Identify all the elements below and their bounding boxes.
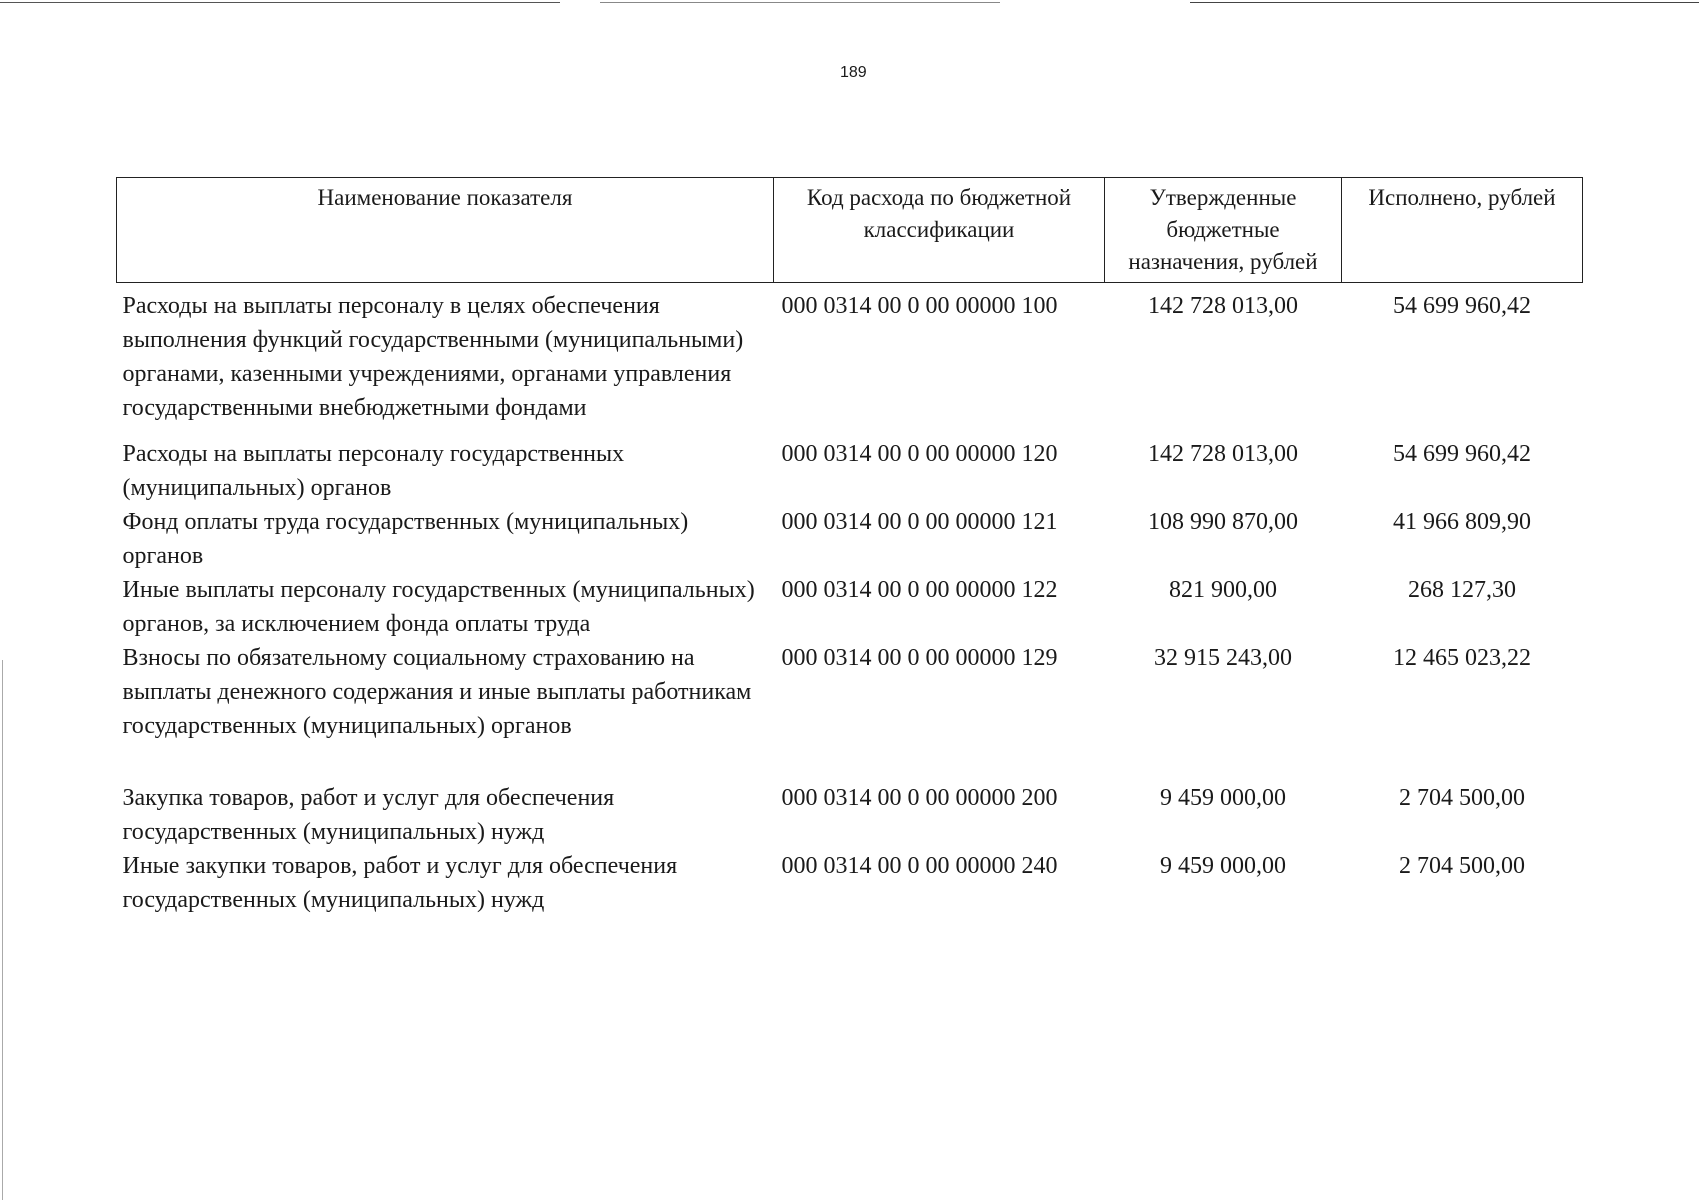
row-budget-code: 000 0314 00 0 00 00000 240 xyxy=(781,853,1058,879)
row-indicator-name: Расходы на выплаты персоналу в целях обеспечения выполнения функций государственными (муниципальными) органами, казенными учреждениями, органами управления государственными внебюджетными фондами xyxy=(122,293,744,421)
row-executed-amount: 12 465 023,22 xyxy=(1393,645,1531,671)
table-row xyxy=(117,641,1583,781)
row-executed-amount: 41 966 809,90 xyxy=(1393,509,1531,535)
header-row xyxy=(117,178,1583,283)
header-indicator-name: Наименование показателя xyxy=(117,178,774,283)
header-approved-amount: Утвержденные бюджетные назначения, рублей xyxy=(1105,178,1342,283)
table-row xyxy=(117,781,1583,849)
row-indicator-name: Расходы на выплаты персоналу государственных (муниципальных) органов xyxy=(122,441,625,501)
header-budget-code: Код расхода по бюджетной классификации xyxy=(774,178,1105,283)
table-row xyxy=(117,437,1583,505)
row-executed-amount: 2 704 500,00 xyxy=(1399,785,1525,811)
row-budget-code: 000 0314 00 0 00 00000 121 xyxy=(781,509,1058,535)
row-executed-amount: 268 127,30 xyxy=(1408,577,1516,603)
row-approved-amount: 9 459 000,00 xyxy=(1160,785,1286,811)
table-row xyxy=(117,573,1583,641)
row-indicator-name: Фонд оплаты труда государственных (муниципальных) органов xyxy=(122,509,689,569)
row-indicator-name: Взносы по обязательному социальному страхованию на выплаты денежного содержания и иные выплаты работникам государственных (муниципальных) органов xyxy=(122,645,752,739)
row-budget-code: 000 0314 00 0 00 00000 129 xyxy=(781,645,1058,671)
row-approved-amount: 142 728 013,00 xyxy=(1148,293,1298,319)
row-executed-amount: 2 704 500,00 xyxy=(1399,853,1525,879)
row-executed-amount: 54 699 960,42 xyxy=(1393,293,1531,319)
table-header xyxy=(117,178,1583,283)
table-row xyxy=(117,505,1583,573)
scan-edge-line-top xyxy=(0,2,1699,3)
row-budget-code: 000 0314 00 0 00 00000 122 xyxy=(781,577,1058,603)
budget-execution-table xyxy=(116,177,1583,917)
scan-edge-line-left xyxy=(2,660,3,1200)
row-approved-amount: 821 900,00 xyxy=(1169,577,1277,603)
page-number: 189 xyxy=(840,64,867,81)
row-indicator-name: Иные выплаты персоналу государственных (муниципальных) органов, за исключением фонда оплаты труда xyxy=(122,577,755,637)
row-indicator-name: Закупка товаров, работ и услуг для обеспечения государственных (муниципальных) нужд xyxy=(122,785,615,845)
table-row xyxy=(117,849,1583,917)
table-row xyxy=(117,283,1583,438)
row-approved-amount: 32 915 243,00 xyxy=(1154,645,1292,671)
row-approved-amount: 108 990 870,00 xyxy=(1148,509,1298,535)
header-executed-amount: Исполнено, рублей xyxy=(1342,178,1583,283)
row-budget-code: 000 0314 00 0 00 00000 120 xyxy=(781,441,1058,467)
row-budget-code: 000 0314 00 0 00 00000 200 xyxy=(781,785,1058,811)
row-indicator-name: Иные закупки товаров, работ и услуг для обеспечения государственных (муниципальных) нужд xyxy=(122,853,678,913)
table-body xyxy=(117,283,1583,918)
row-budget-code: 000 0314 00 0 00 00000 100 xyxy=(781,293,1058,319)
row-approved-amount: 142 728 013,00 xyxy=(1148,441,1298,467)
row-executed-amount: 54 699 960,42 xyxy=(1393,441,1531,467)
row-approved-amount: 9 459 000,00 xyxy=(1160,853,1286,879)
